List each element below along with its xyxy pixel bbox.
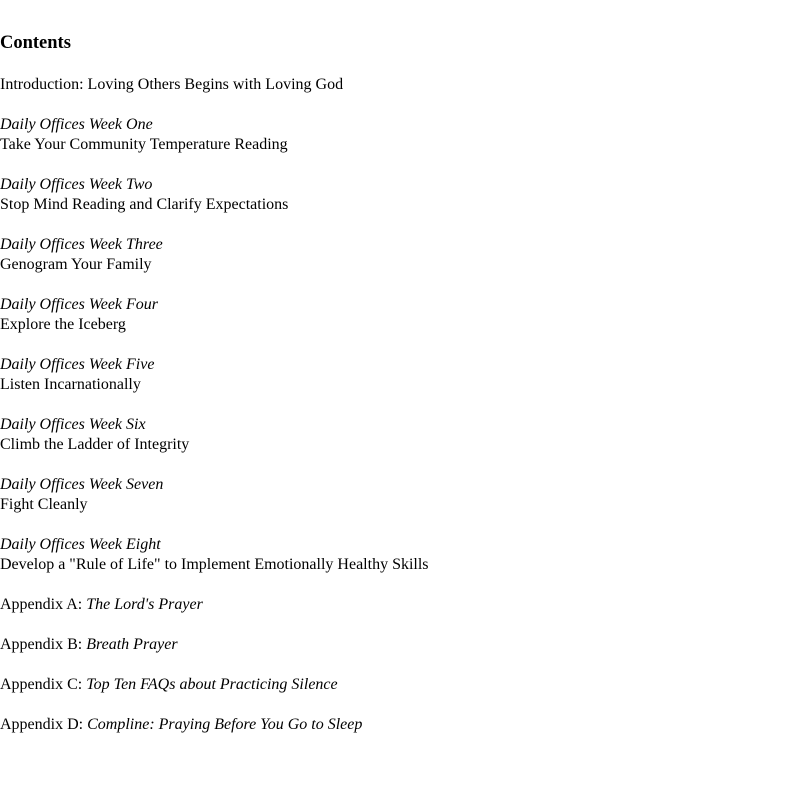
appendix-title[interactable]: Top Ten FAQs about Practicing Silence bbox=[86, 676, 338, 693]
week-subtitle: Daily Offices Week Eight bbox=[0, 536, 161, 553]
toc-item-appendix-a[interactable] bbox=[0, 595, 203, 615]
toc-item-week-8[interactable] bbox=[0, 535, 429, 575]
toc-item-week-6[interactable] bbox=[0, 415, 189, 455]
chapter-title[interactable]: Genogram Your Family bbox=[0, 256, 152, 273]
appendix-label: Appendix A: bbox=[0, 596, 87, 613]
chapter-title[interactable]: Climb the Ladder of Integrity bbox=[0, 436, 190, 453]
week-subtitle: Daily Offices Week Seven bbox=[0, 476, 164, 493]
appendix-label: Appendix C: bbox=[0, 676, 87, 693]
week-subtitle: Daily Offices Week Two bbox=[0, 176, 153, 193]
chapter-title[interactable]: Fight Cleanly bbox=[0, 496, 88, 513]
toc-item-appendix-d[interactable] bbox=[0, 715, 362, 735]
toc-item-appendix-b[interactable] bbox=[0, 635, 178, 655]
chapter-title[interactable]: Listen Incarnationally bbox=[0, 376, 141, 393]
appendix-label: Appendix B: bbox=[0, 636, 87, 653]
chapter-title[interactable]: Take Your Community Temperature Reading bbox=[0, 136, 288, 153]
appendix-label: Appendix D: bbox=[0, 716, 88, 733]
chapter-title[interactable]: Explore the Iceberg bbox=[0, 316, 126, 333]
toc-item-week-7[interactable] bbox=[0, 475, 163, 515]
toc-item-week-1[interactable] bbox=[0, 115, 288, 155]
week-subtitle: Daily Offices Week One bbox=[0, 116, 153, 133]
week-subtitle: Daily Offices Week Six bbox=[0, 416, 146, 433]
toc-item-week-3[interactable] bbox=[0, 235, 163, 275]
week-subtitle: Daily Offices Week Three bbox=[0, 236, 163, 253]
chapter-title[interactable]: Stop Mind Reading and Clarify Expectations bbox=[0, 196, 289, 213]
contents-heading: Contents bbox=[0, 33, 71, 53]
chapter-title[interactable]: Develop a "Rule of Life" to Implement Emotionally Healthy Skills bbox=[0, 556, 429, 573]
toc-link-introduction[interactable]: Introduction: Loving Others Begins with Loving God bbox=[0, 76, 344, 93]
appendix-title[interactable]: The Lord's Prayer bbox=[86, 596, 203, 613]
appendix-title[interactable]: Compline: Praying Before You Go to Sleep bbox=[87, 716, 363, 733]
toc-item-week-5[interactable] bbox=[0, 355, 154, 395]
appendix-title[interactable]: Breath Prayer bbox=[86, 636, 178, 653]
toc-item-week-2[interactable] bbox=[0, 175, 288, 215]
week-subtitle: Daily Offices Week Four bbox=[0, 296, 159, 313]
toc-item-week-4[interactable] bbox=[0, 295, 158, 335]
toc-item-appendix-c[interactable] bbox=[0, 675, 338, 695]
week-subtitle: Daily Offices Week Five bbox=[0, 356, 155, 373]
